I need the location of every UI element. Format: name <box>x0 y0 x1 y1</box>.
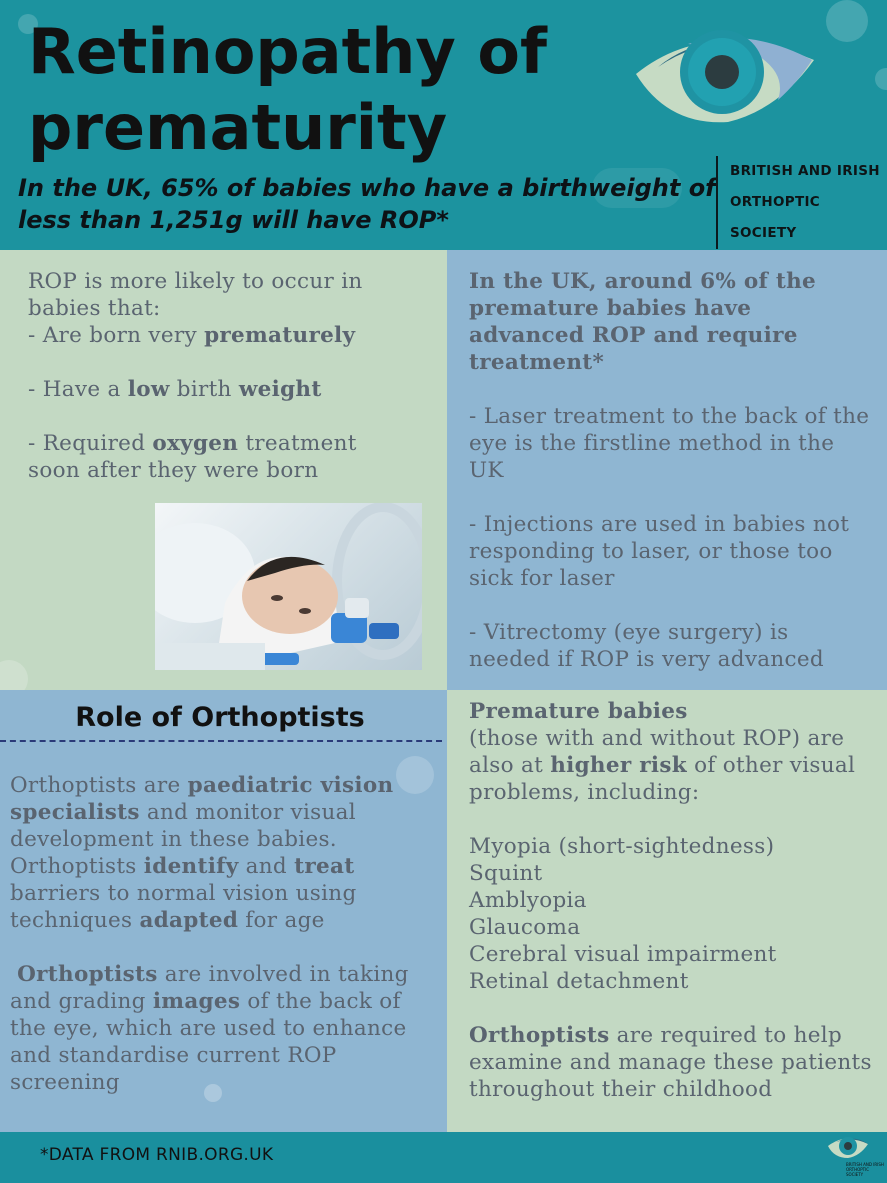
risk-intro: ROP is more likely to occur in babies that: <box>28 269 363 321</box>
mini-logo-text: BRITISH AND IRISH ORTHOPTIC SOCIETY <box>846 1162 884 1177</box>
risk-item-oxygen: - Required oxygen treatment soon after they were born <box>28 431 357 483</box>
footer-bar <box>0 1132 887 1183</box>
treatment-heading: In the UK, around 6% of the premature babies have advanced ROP and require treatment* <box>469 269 816 375</box>
society-line-1: BRITISH AND IRISH <box>730 163 880 179</box>
other-problems-panel <box>447 690 887 1132</box>
risk-factors-panel <box>0 250 447 690</box>
treatment-laser: - Laser treatment to the back of the eye is the firstline method in the UK <box>469 404 870 483</box>
role-heading: Role of Orthoptists <box>75 702 365 733</box>
role-panel <box>0 690 447 1132</box>
society-name <box>716 156 887 249</box>
decorative-bubble <box>0 660 28 690</box>
condition-item: Retinal detachment <box>469 969 689 994</box>
other-heading: Premature babies <box>469 699 688 724</box>
condition-item: Myopia (short-sightedness) <box>469 834 775 859</box>
risk-item-premature: - Are born very prematurely <box>28 323 356 348</box>
data-source-note: *DATA FROM RNIB.ORG.UK <box>40 1145 274 1165</box>
page-title: Retinopathy of prematurity <box>28 15 547 164</box>
role-text <box>10 772 440 1096</box>
treatment-text <box>469 268 874 673</box>
incubator-illustration <box>155 503 422 670</box>
condition-item: Glaucoma <box>469 915 581 940</box>
eye-logo-icon <box>628 22 818 132</box>
treatment-panel <box>447 250 887 690</box>
risk-factors-text <box>28 268 408 484</box>
condition-item: Squint <box>469 861 543 886</box>
other-intro: (those with and without ROP) are also at higher risk of other visual problems, including: <box>469 726 856 805</box>
condition-item: Amblyopia <box>469 888 587 913</box>
decorative-bubble <box>875 68 887 90</box>
header-banner <box>0 0 887 250</box>
decorative-bubble <box>826 0 868 42</box>
treatment-injections: - Injections are used in babies not responding to laser, or those too sick for laser <box>469 512 850 591</box>
page-subtitle: In the UK, 65% of babies who have a birthweight of less than 1,251g will have ROP* <box>18 174 716 234</box>
risk-item-weight: - Have a low birth weight <box>28 377 322 402</box>
role-paragraph-2: Orthoptists are involved in taking and grading images of the back of the eye, which are used to enhance and standardise current ROP screening <box>10 962 409 1095</box>
dashed-divider <box>0 740 442 742</box>
other-problems-text <box>469 698 879 1103</box>
treatment-vitrectomy: - Vitrectomy (eye surgery) is needed if ROP is very advanced <box>469 620 824 672</box>
role-paragraph-1: Orthoptists are paediatric vision specialists and monitor visual development in these babies. Orthoptists identify and treat barriers to normal vision using techniques adapted for age <box>10 773 394 933</box>
baby-incubator-photo <box>155 503 422 670</box>
society-line-2: ORTHOPTIC SOCIETY <box>730 194 820 241</box>
condition-item: Cerebral visual impairment <box>469 942 777 967</box>
conditions-list <box>469 833 879 995</box>
other-closing: Orthoptists are required to help examine and manage these patients throughout their childhood <box>469 1023 872 1102</box>
